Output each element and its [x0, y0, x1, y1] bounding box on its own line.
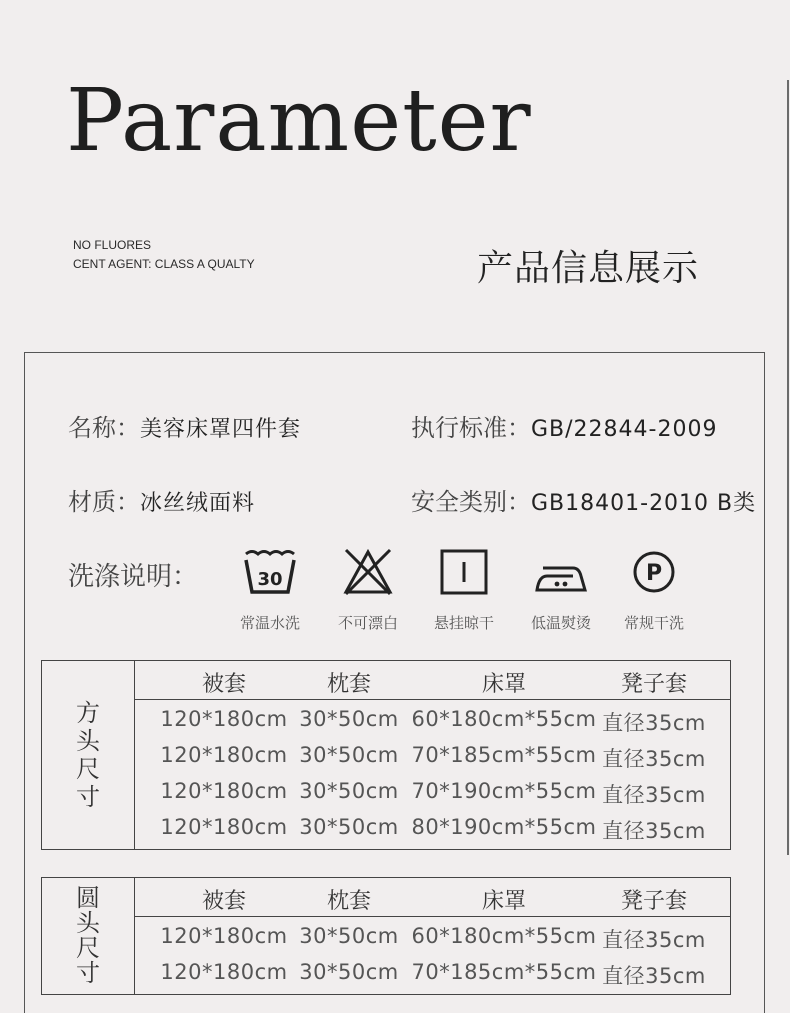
table-row: [134, 920, 730, 956]
table-row: [134, 775, 730, 811]
table-cell: 60*180cm*55cm: [411, 924, 597, 948]
safety-label: 安全类别：: [411, 488, 531, 516]
care-label: 洗涤说明：: [68, 562, 199, 592]
table-cell: 直径35cm: [602, 747, 706, 771]
table-cell: 30*50cm: [299, 815, 399, 839]
side-char: 尺: [76, 934, 100, 962]
quality-tagline: [73, 236, 255, 274]
table-cell: 直径35cm: [602, 819, 706, 843]
square-table-side-label: [42, 661, 135, 849]
header-duvet: 被套: [201, 889, 246, 914]
svg-text:30: 30: [257, 569, 283, 590]
care-item-low-iron: [516, 546, 606, 633]
header-bedcover: 床罩: [481, 672, 526, 697]
safety-field: [411, 482, 756, 517]
side-char: 圆: [76, 884, 100, 912]
table-cell: 70*185cm*55cm: [411, 743, 597, 767]
care-item-dry-clean: [609, 546, 699, 633]
table-cell: 80*190cm*55cm: [411, 815, 597, 839]
page-subtitle: 产品信息展示: [477, 248, 700, 289]
table-cell: 30*50cm: [299, 779, 399, 803]
side-char: 头: [76, 727, 100, 755]
standard-field: [411, 408, 717, 443]
page-title: Parameter: [66, 71, 532, 171]
safety-value: GB18401-2010 B类: [531, 491, 757, 516]
table-cell: 120*180cm: [160, 960, 288, 984]
table-cell: 30*50cm: [299, 960, 399, 984]
side-char: 尺: [76, 755, 100, 783]
care-label-low-iron: 低温熨烫: [530, 614, 591, 632]
table-cell: 直径35cm: [602, 928, 706, 952]
header-stool-cover: 凳子套: [620, 672, 687, 697]
table-cell: 120*180cm: [160, 815, 288, 839]
table-row: [134, 956, 730, 992]
name-label: 名称：: [68, 414, 140, 442]
table-cell: 70*185cm*55cm: [411, 960, 597, 984]
table-cell: 120*180cm: [160, 779, 288, 803]
table-cell: 直径35cm: [602, 783, 706, 807]
header-pillowcase: 枕套: [326, 672, 371, 697]
header-duvet: 被套: [201, 672, 246, 697]
side-char: 方: [76, 699, 100, 727]
table-header: [134, 661, 730, 700]
square-size-table: [41, 660, 731, 850]
name-field: [68, 408, 301, 443]
round-table-side-label: [42, 878, 135, 994]
table-cell: 直径35cm: [602, 711, 706, 735]
wash-30-icon: [242, 546, 298, 598]
page-edge-line: [787, 80, 789, 855]
standard-value: GB/22844-2009: [531, 417, 718, 442]
table-cell: 30*50cm: [299, 743, 399, 767]
care-label-dry-clean: 常规干洗: [623, 614, 684, 632]
low-iron-icon: [533, 546, 589, 598]
table-cell: 70*190cm*55cm: [411, 779, 597, 803]
table-cell: 120*180cm: [160, 707, 288, 731]
care-label-wash: 常温水洗: [239, 614, 300, 632]
header-pillowcase: 枕套: [326, 889, 371, 914]
table-cell: 120*180cm: [160, 924, 288, 948]
tagline-line-2: CENT AGENT: CLASS A QUALTY: [73, 257, 255, 271]
name-value: 美容床罩四件套: [140, 417, 302, 442]
table-cell: 30*50cm: [299, 924, 399, 948]
table-header: [134, 878, 730, 917]
side-char: 寸: [76, 783, 100, 811]
side-char: 头: [76, 909, 100, 937]
table-row: [134, 811, 730, 847]
header-stool-cover: 凳子套: [620, 889, 687, 914]
standard-label: 执行标准：: [411, 414, 531, 442]
table-row: [134, 703, 730, 739]
table-cell: 直径35cm: [602, 964, 706, 988]
care-item-wash: [225, 546, 315, 633]
care-item-no-bleach: [323, 546, 413, 633]
header-bedcover: 床罩: [481, 889, 526, 914]
care-label-hang-dry: 悬挂晾干: [433, 614, 494, 632]
no-bleach-icon: [340, 546, 396, 598]
care-item-hang-dry: [419, 546, 509, 633]
tagline-line-1: NO FLUORES: [73, 238, 152, 252]
side-char: 寸: [76, 959, 100, 987]
dry-clean-p-icon: [626, 546, 682, 598]
care-label-no-bleach: 不可漂白: [337, 614, 398, 632]
material-value: 冰丝绒面料: [140, 491, 256, 516]
material-field: [68, 482, 255, 517]
hang-dry-icon: [436, 546, 492, 598]
table-cell: 120*180cm: [160, 743, 288, 767]
svg-text:P: P: [645, 561, 663, 586]
round-size-table: [41, 877, 731, 995]
material-label: 材质：: [68, 488, 140, 516]
table-cell: 30*50cm: [299, 707, 399, 731]
table-cell: 60*180cm*55cm: [411, 707, 597, 731]
table-row: [134, 739, 730, 775]
